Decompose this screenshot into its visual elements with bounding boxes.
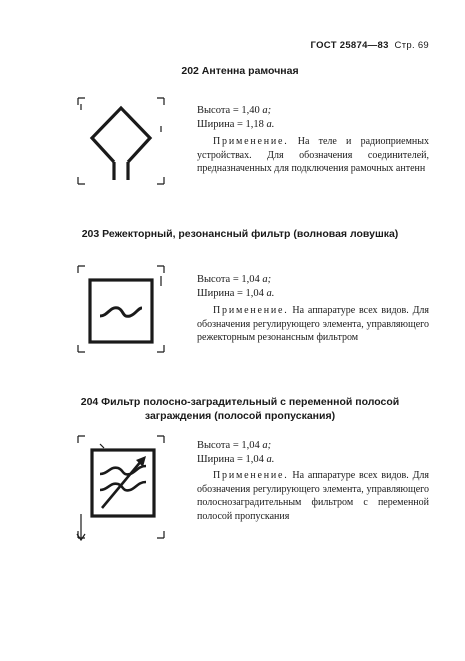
notch-filter-icon <box>76 264 166 354</box>
loop-antenna-icon <box>76 96 166 186</box>
standard-number: ГОСТ 25874—83 <box>310 40 389 51</box>
grid-corner-marks <box>78 98 164 184</box>
dimensions-202: Высота = 1,40 a; Ширина = 1,18 a. <box>197 105 275 130</box>
height-value: Высота = 1,40 <box>197 105 260 116</box>
usage-202: Применение. На теле и радиоприемных устройствах. Для обозначения соединителей, предназначенных для подключения рамочных антенн <box>197 136 429 174</box>
height-value: Высота = 1,04 <box>197 274 260 285</box>
width-value: Ширина = 1,04 <box>197 288 264 299</box>
usage-203: Применение. На аппаратуре всех видов. Для обозначения регулирующего элемента, управляющего режекторным резонансным фильтром <box>197 305 429 343</box>
height-value: Высота = 1,04 <box>197 440 260 451</box>
width-value: Ширина = 1,18 <box>197 119 264 130</box>
variable-band-stop-filter-icon <box>76 434 166 544</box>
grid-corner-marks <box>77 436 164 540</box>
heading-202: 202 Антенна рамочная <box>181 65 299 77</box>
dimensions-203: Высота = 1,04 a; Ширина = 1,04 a. <box>197 274 275 299</box>
heading-204: 204 Фильтр полосно-заградительный с переменной полосой заграждения (полосой пропускания) <box>80 396 400 422</box>
width-value: Ширина = 1,04 <box>197 454 264 465</box>
usage-204: Применение. На аппаратуре всех видов. Для обозначения регулирующего элемента, управляющего полоснозаградительным фильтром с переменной полосой пропускания <box>197 470 429 522</box>
heading-203: 203 Режекторный, резонансный фильтр (волновая ловушка) <box>81 228 399 240</box>
page-header <box>311 40 429 51</box>
dimensions-204: Высота = 1,04 a; Ширина = 1,04 a. <box>197 440 275 465</box>
page-number: Стр. 69 <box>394 40 429 51</box>
